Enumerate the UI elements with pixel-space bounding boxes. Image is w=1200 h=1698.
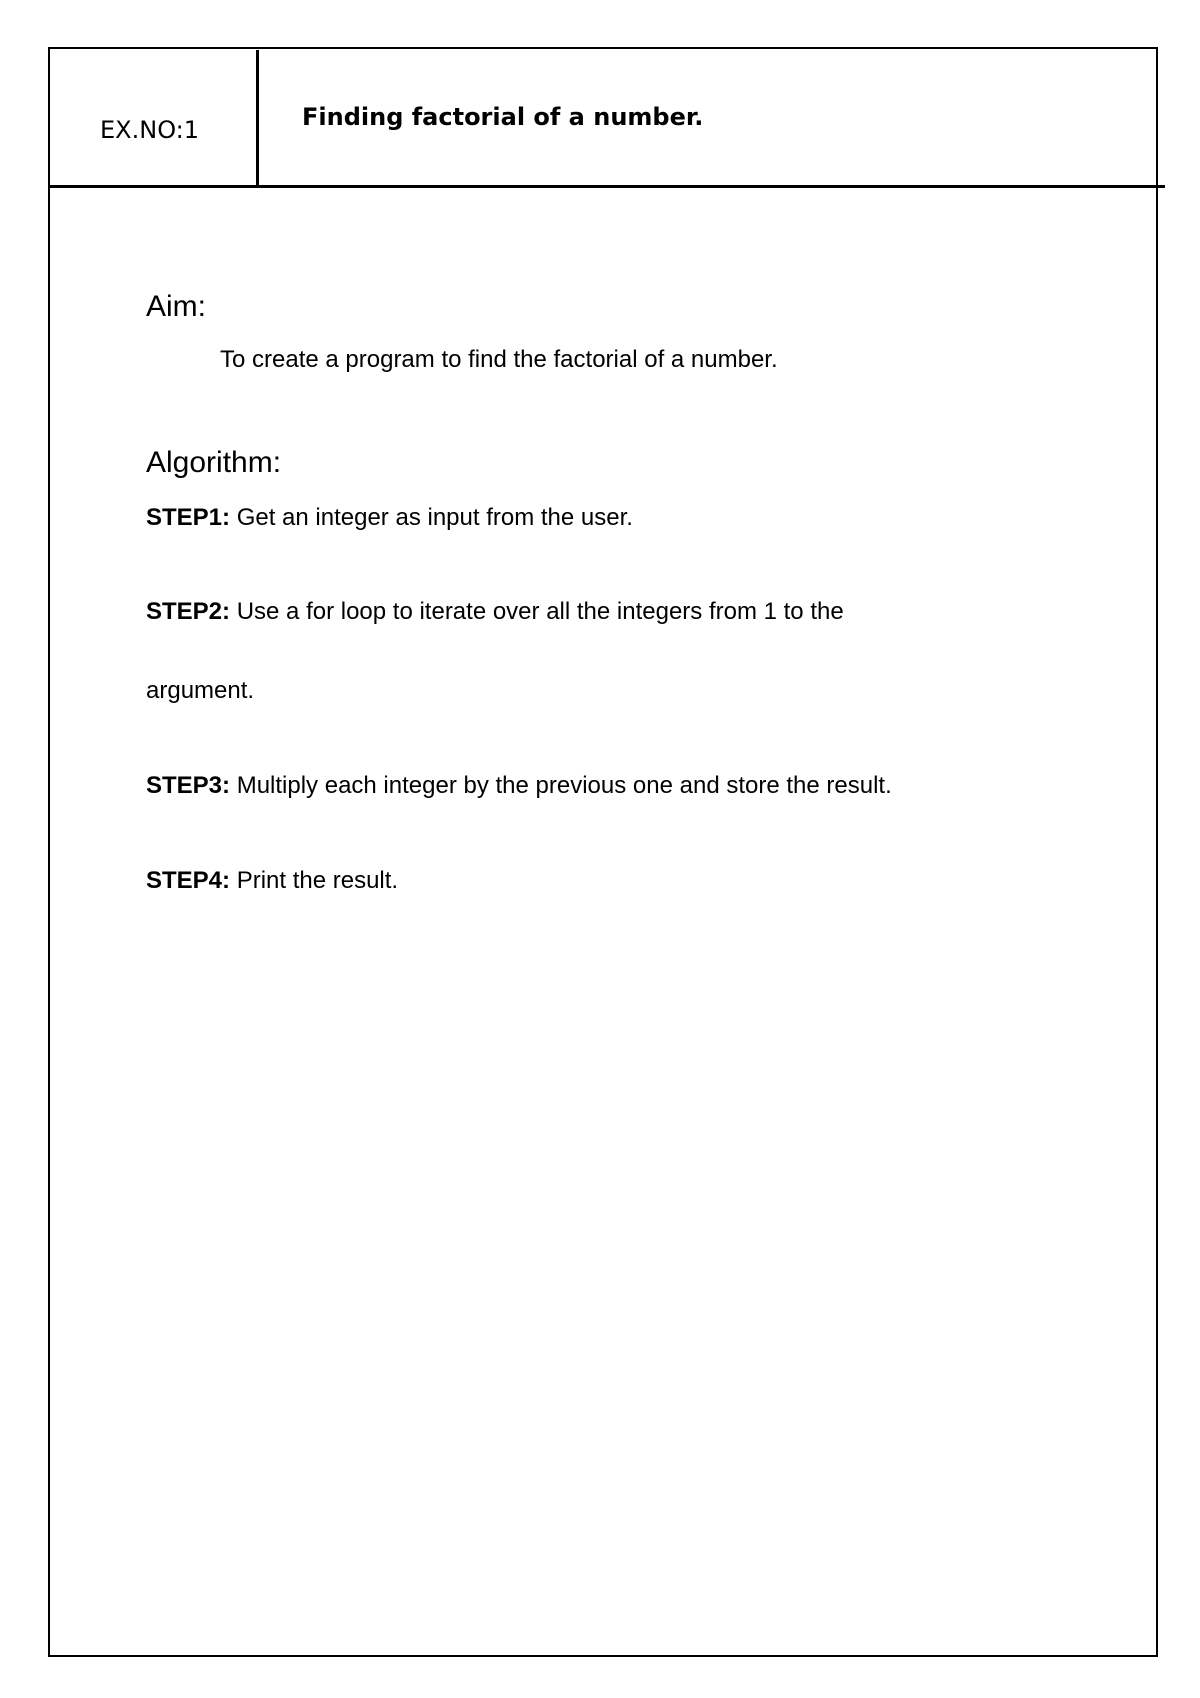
algorithm-step-2-continuation: argument.	[146, 677, 255, 704]
step-label: STEP2:	[146, 598, 231, 625]
exercise-number: EX.NO:1	[100, 116, 200, 144]
algorithm-step-1	[146, 504, 633, 532]
step-label: STEP3:	[146, 772, 231, 799]
step-label: STEP4:	[146, 867, 231, 894]
header-divider-horizontal	[48, 185, 1165, 188]
page-frame	[48, 47, 1158, 1657]
algorithm-step-3	[146, 772, 892, 800]
aim-text: To create a program to find the factorial of a number.	[220, 346, 778, 373]
step-text: Get an integer as input from the user.	[230, 504, 633, 531]
exercise-title: Finding factorial of a number.	[302, 103, 704, 131]
algorithm-step-2	[146, 598, 844, 626]
step-text: Multiply each integer by the previous one and store the result.	[230, 772, 892, 799]
step-text: Print the result.	[230, 867, 399, 894]
step-label: STEP1:	[146, 504, 231, 531]
step-text: Use a for loop to iterate over all the integers from 1 to the	[230, 598, 844, 625]
aim-heading: Aim:	[146, 290, 206, 323]
algorithm-step-4	[146, 867, 398, 895]
algorithm-heading: Algorithm:	[146, 446, 282, 479]
header-divider-vertical	[256, 50, 259, 185]
